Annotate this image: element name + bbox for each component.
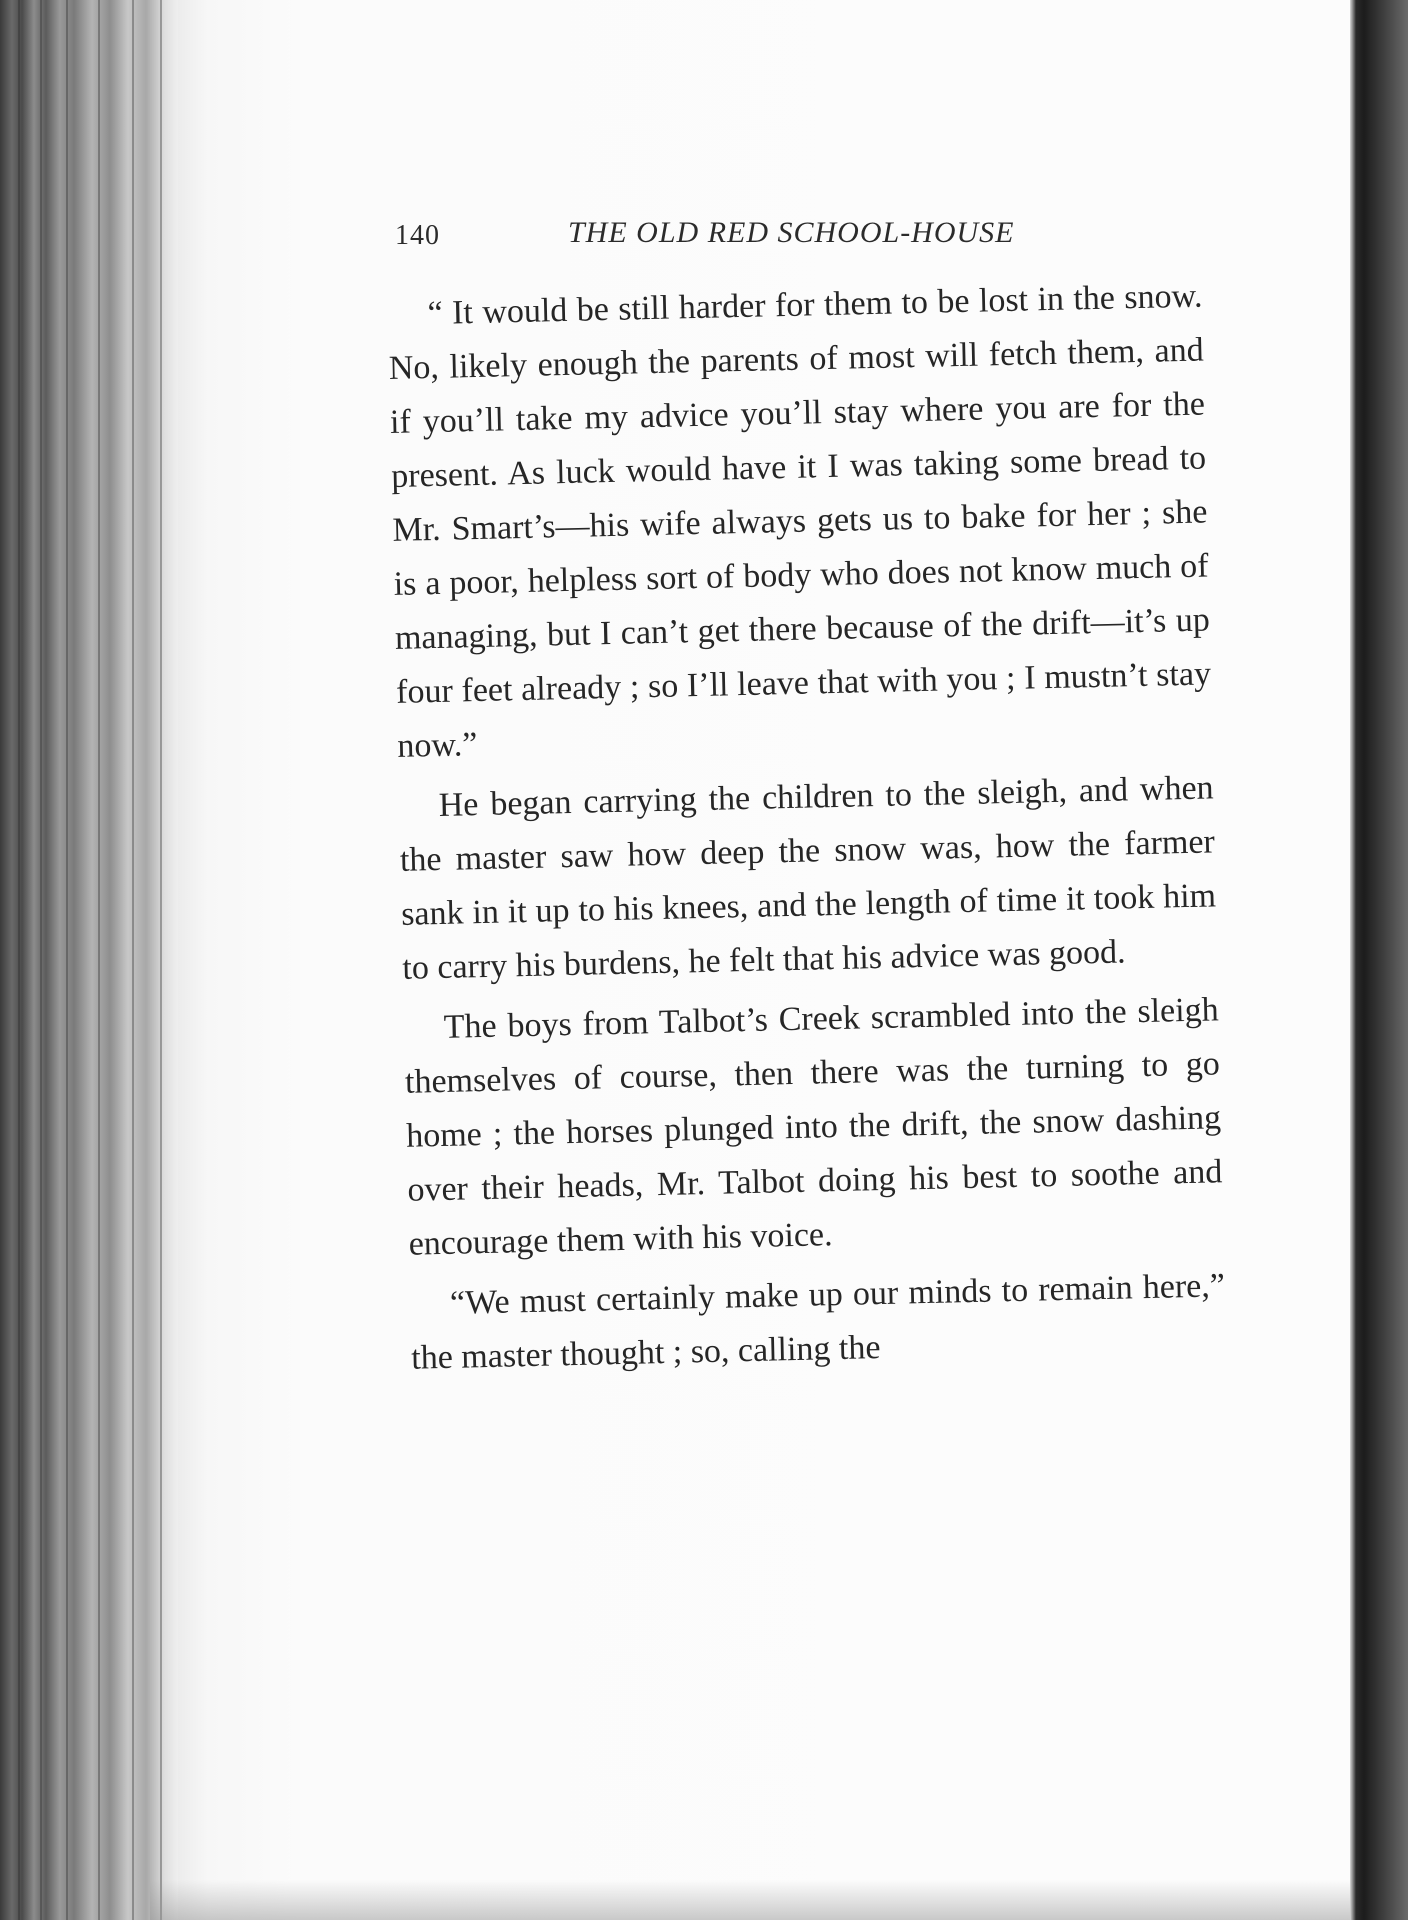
- paragraph: He began carrying the children to the sleigh, and when the master saw how deep the snow was, how the farmer sank in it up to his knees, and the length of time it took him to carry his burdens, he felt that his advice was good.: [399, 769, 1217, 987]
- page-edge-line: [66, 0, 68, 1920]
- page-edge-line: [98, 0, 100, 1920]
- page-header: [395, 216, 1045, 266]
- page-number: 140: [395, 220, 440, 251]
- running-head: THE OLD RED SCHOOL-HOUSE: [568, 216, 1015, 249]
- body-text: [387, 270, 1227, 1392]
- paragraph: The boys from Talbot’s Creek scrambled into the sleigh themselves of course, then there was the turning to go home ; the horses plunged into the drift, the snow dashing over their heads, Mr. Talbot doing his best to soothe and encourage them with his voice.: [404, 991, 1223, 1263]
- book-page-edges: [0, 0, 178, 1920]
- page-edge-line: [160, 0, 162, 1920]
- paragraph: “ It would be still harder for them to be lost in the snow. No, likely enough the parents of most will fetch them, and if you’ll take my advice you’ll stay where you are for the present. As luck would have it I was taking some bread to Mr. Smart’s—his wife always gets us to bake for her ; she is a poor, helpless sort of body who does not know much of managing, but I can’t get there because of the drift—it’s up four feet already ; so I’ll leave that with you ; I mustn’t stay now.”: [388, 277, 1212, 765]
- book-gutter: [1350, 0, 1408, 1920]
- page-bottom-shadow: [150, 1880, 1350, 1920]
- paragraph: “We must certainly make up our minds to remain here,” the master thought ; so, calling the: [410, 1267, 1226, 1377]
- page-edge-line: [40, 0, 42, 1920]
- page-edge-line: [132, 0, 134, 1920]
- page-edge-line: [18, 0, 20, 1920]
